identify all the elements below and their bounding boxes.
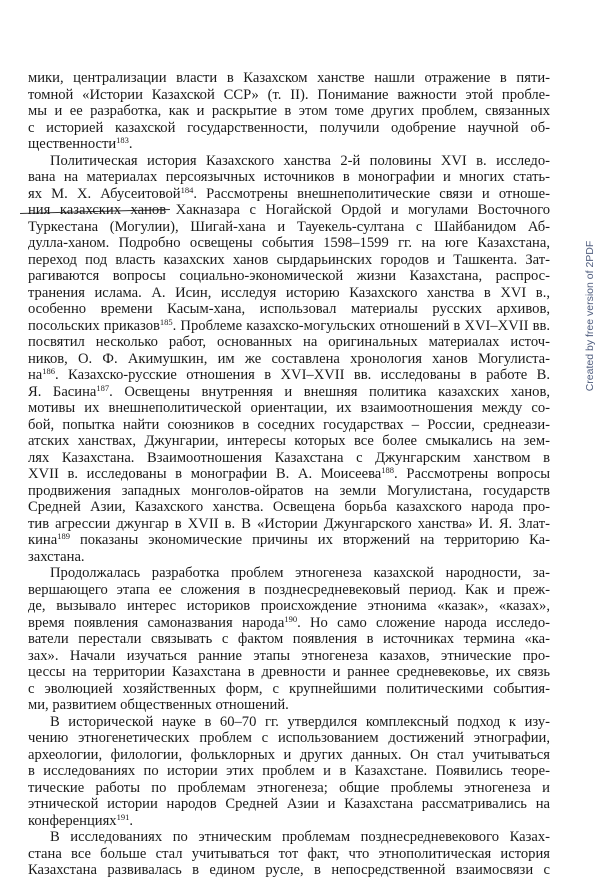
text-line bbox=[28, 450, 550, 467]
text-line bbox=[50, 153, 550, 170]
line-text: XVII в. исследованы в монографии В. А. Моисеева bbox=[28, 466, 382, 482]
text-line bbox=[50, 829, 550, 846]
text-line bbox=[28, 301, 550, 318]
footnote-ref: 183 bbox=[116, 135, 129, 145]
text-line bbox=[28, 169, 550, 186]
line-text: Средней Азии, Казахского ханства. Освещена борьба казахского народа про- bbox=[28, 499, 550, 515]
text-line bbox=[28, 681, 550, 698]
text-line bbox=[50, 714, 550, 731]
line-text: В исторической науке в 60–70 гг. утвердился комплексный подход к изу- bbox=[50, 713, 550, 730]
text-line bbox=[28, 70, 550, 87]
text-line bbox=[28, 367, 550, 384]
text-line bbox=[28, 664, 550, 681]
line-text: переход под власть казахских ханов сырдарьинских городов и Ташкента. Зат- bbox=[28, 251, 550, 268]
text-line bbox=[50, 565, 550, 582]
text-line bbox=[28, 516, 550, 533]
line-text: на bbox=[28, 367, 43, 383]
line-text: ватели перестали связывать с фактом появления в источниках термина «ка- bbox=[28, 631, 550, 647]
text-line bbox=[28, 747, 550, 764]
text-line bbox=[28, 252, 550, 269]
text-line bbox=[28, 796, 550, 813]
text-line bbox=[28, 285, 550, 302]
line-text: конференциях bbox=[28, 812, 117, 829]
text-line bbox=[28, 763, 550, 780]
line-text: Политическая история Казахского ханства 2-й половины XVI в. исследо- bbox=[50, 152, 550, 169]
line-text: . Освещены внутренняя и внешняя политика казахских ханов, bbox=[109, 383, 550, 400]
text-line bbox=[28, 384, 550, 401]
line-text: В исследованиях по этническим проблемам позднесредневекового Казах- bbox=[50, 829, 550, 845]
line-text: . Казахско-русские отношения в XVI–XVII вв. исследованы в работе В. bbox=[55, 367, 550, 383]
line-text: томной «Истории Казахской ССР» (т. II). Понимание важности этой пробле- bbox=[28, 86, 550, 103]
text-line bbox=[28, 780, 550, 797]
line-text: вана на материалах персоязычных источников в монографии и многих стать- bbox=[28, 169, 550, 185]
line-text: особенно времени Касым-хана, использовал материалы русских архивов, bbox=[28, 301, 550, 317]
text-line bbox=[28, 466, 550, 483]
text-line bbox=[28, 631, 550, 648]
text-line bbox=[28, 351, 550, 368]
text-line bbox=[28, 598, 550, 615]
line-text: этнической истории народов Средней Азии и Казахстана рассматривались на bbox=[28, 796, 550, 812]
line-text: показаны экономические причины их вторжений на территорию Ка- bbox=[69, 532, 550, 548]
text-line bbox=[28, 103, 550, 120]
text-line bbox=[28, 87, 550, 104]
line-text: бой, попытка найти союзников в соседних государствах – России, среднеази- bbox=[28, 416, 550, 433]
footnote-ref: 189 bbox=[57, 531, 70, 541]
line-text: ния казахских ханов Хакназара с Ногайской Ордой и могулами Восточного bbox=[28, 202, 550, 218]
line-text: мы и ее разработка, как и раскрытие в этом томе других проблем, связанных bbox=[28, 103, 550, 119]
line-text: цессы на территории Казахстана в древности и раннее средневековье, их связь bbox=[28, 664, 550, 680]
line-text: посольских приказов bbox=[28, 317, 160, 334]
line-text: . bbox=[129, 812, 134, 829]
line-text: археологии, филологии, фольклорных и других данных. Он стал учитываться bbox=[28, 746, 550, 763]
line-text: стана все больше стал учитываться тот факт, что этнополитическая история bbox=[28, 845, 550, 862]
text-line bbox=[28, 846, 550, 863]
text-line bbox=[28, 549, 550, 566]
line-text: ми, развитием общественных отношений. bbox=[28, 697, 289, 713]
line-text: Я. Басина bbox=[28, 383, 97, 400]
watermark: Created by free version of 2PDF bbox=[584, 240, 596, 392]
text-line bbox=[28, 813, 550, 830]
line-text: лях Казахстана. Взаимоотношения Казахстана с Джунгарским ханством в bbox=[28, 449, 550, 466]
line-text: Казахстана развивалась в едином русле, в непосредственной взаимосвязи с bbox=[28, 862, 550, 878]
line-text: транения ислама. А. Исин, исследуя историю Казахского ханства в XVI в., bbox=[28, 284, 550, 301]
text-line bbox=[28, 417, 550, 434]
line-text: рагиваются вопросы социально-экономической жизни Казахстана, распрос- bbox=[28, 268, 550, 284]
line-text: мики, централизации власти в Казахском ханстве нашли отражение в пяти- bbox=[28, 70, 550, 86]
text-line bbox=[28, 483, 550, 500]
footnote-ref: 186 bbox=[42, 366, 56, 376]
line-text: Туркестана (Могулии), Шигай-хана и Тауекель-султана с Шайбанидом Аб- bbox=[28, 218, 550, 235]
line-text: с историей казахской государственности, получили одобрение научной об- bbox=[28, 119, 550, 136]
text-line bbox=[28, 648, 550, 665]
text-line bbox=[28, 730, 550, 747]
line-text: щественности bbox=[28, 136, 117, 152]
text-line bbox=[28, 318, 550, 335]
line-text: . Проблеме казахско-могульских отношений в XVI–XVII вв. bbox=[172, 317, 550, 334]
line-text: атских ханствах, Джунгарии, интересы которых все более смыкались на зем- bbox=[28, 433, 550, 449]
line-text: дулла-ханом. Подробно освещены события 1598–1599 гг. на юге Казахстана, bbox=[28, 235, 550, 251]
line-text: захстана. bbox=[28, 548, 85, 565]
line-text: . Рассмотрены внешнеполитические связи и отноше- bbox=[193, 185, 550, 202]
line-text: посвятил несколько работ, основанных на оригинальных материалах источ- bbox=[28, 334, 550, 350]
text-line bbox=[28, 400, 550, 417]
text-line bbox=[28, 582, 550, 599]
line-text: . Но само сложение народа исследо- bbox=[297, 614, 551, 631]
footnote-ref: 188 bbox=[381, 465, 395, 475]
footnote-ref: 187 bbox=[96, 382, 110, 393]
text-line bbox=[28, 433, 550, 450]
footnote-ref: 191 bbox=[116, 811, 130, 822]
line-text: в исследованиях по истории этих проблем и в Казахстане. Появились теоре- bbox=[28, 763, 550, 779]
line-text: тические работы по проблемам этногенеза; общие проблемы этногенеза и bbox=[28, 779, 550, 796]
line-text: Продолжалась разработка проблем этногенеза казахской народности, за- bbox=[50, 565, 550, 581]
line-text: зах». Начали изучаться ранние этапы этногенеза казахов, этнические про- bbox=[28, 647, 550, 664]
line-text: время появления самоназвания народа bbox=[28, 614, 285, 631]
line-text: тив агрессии джунгар в XVII в. В «Истории Джунгарского ханства» И. Я. Злат- bbox=[28, 515, 550, 532]
footnote-ref: 185 bbox=[159, 316, 173, 327]
line-text: с эволюцией хозяйственных форм, с крупнейшими политическими события- bbox=[28, 680, 550, 697]
line-text: кина bbox=[28, 532, 58, 548]
line-text: ях М. Х. Абусеитовой bbox=[28, 185, 181, 202]
text-line bbox=[28, 532, 550, 549]
line-text: мотивы их внешнеполитической ориентации, их взаимоотношения между со- bbox=[28, 400, 550, 416]
text-line bbox=[28, 499, 550, 516]
line-text: вершающего этапа ее сложения в позднесредневековый период. Как и преж- bbox=[28, 581, 550, 598]
text-line bbox=[28, 202, 550, 219]
text-line bbox=[28, 615, 550, 632]
text-line bbox=[28, 697, 550, 714]
footnote-ref: 184 bbox=[180, 184, 194, 195]
text-line bbox=[28, 268, 550, 285]
text-line bbox=[28, 219, 550, 236]
text-line bbox=[28, 186, 550, 203]
line-text: продвижения западных монголов-ойратов на земли Могулистана, государств bbox=[28, 482, 550, 499]
text-line bbox=[28, 334, 550, 351]
text-line bbox=[28, 235, 550, 252]
text-line bbox=[28, 862, 550, 879]
footnote-ref: 190 bbox=[284, 613, 298, 624]
line-text: . Рассмотрены вопросы bbox=[394, 466, 550, 482]
line-text: чению этногенетических проблем с использованием достижений этнографии, bbox=[28, 730, 550, 746]
text-line bbox=[28, 136, 550, 153]
line-text: . bbox=[128, 136, 133, 152]
line-text: ников, О. Ф. Акимушкин, им же составлена хронология ханов Могулиста- bbox=[28, 350, 550, 367]
line-text: де, вызывало интерес историков происхождение этнонима «казак», «казах», bbox=[28, 598, 550, 614]
text-line bbox=[28, 120, 550, 137]
